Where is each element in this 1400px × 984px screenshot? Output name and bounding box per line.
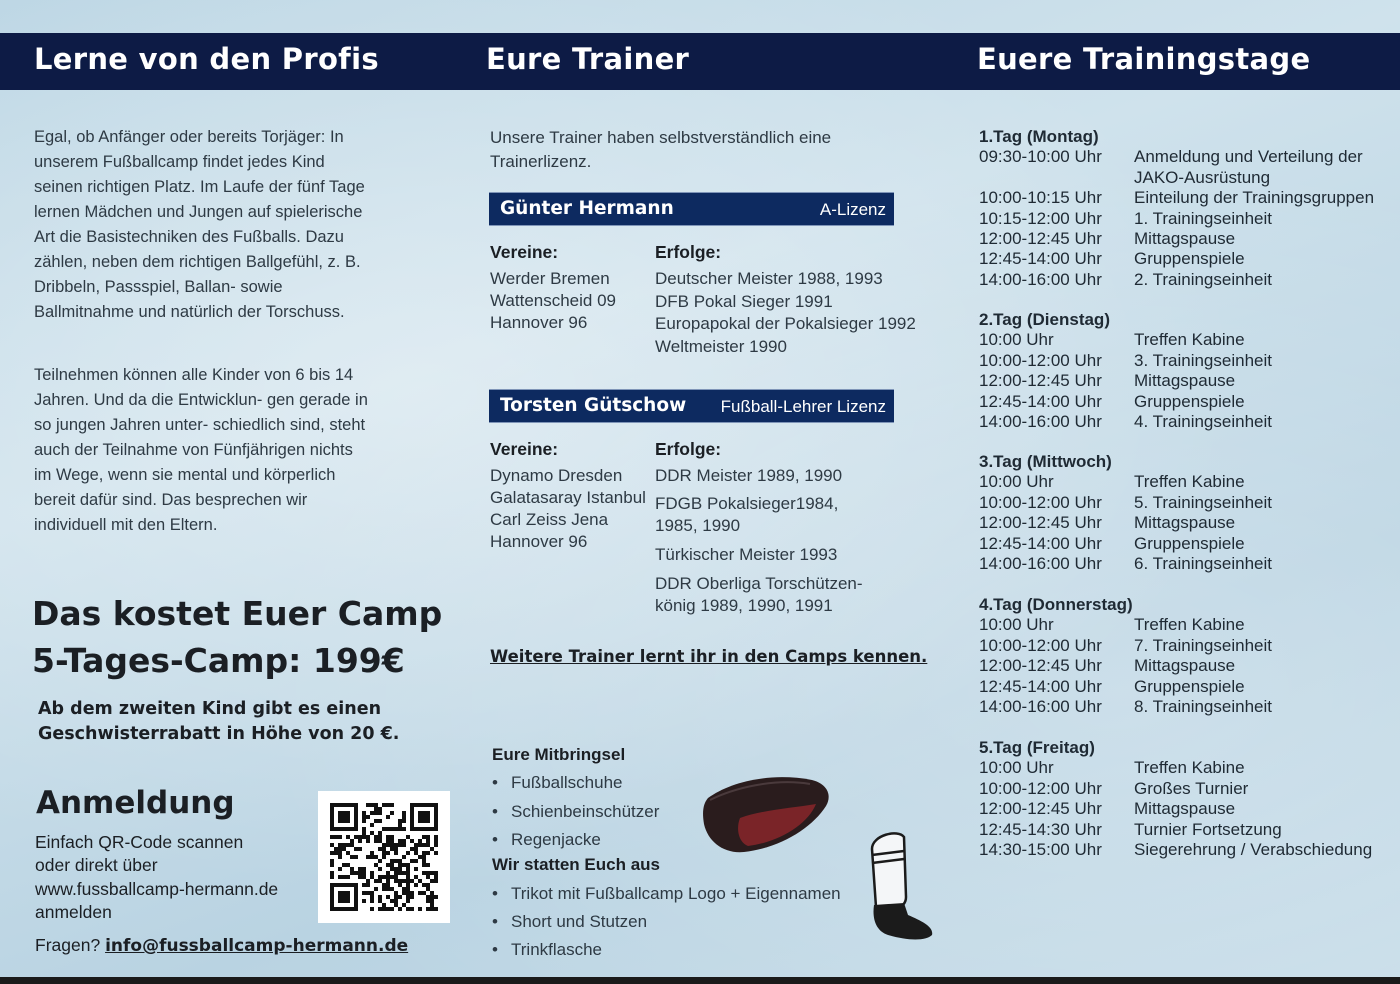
schedule-row bbox=[979, 371, 1395, 391]
schedule-row bbox=[979, 513, 1395, 533]
schedule-row bbox=[979, 677, 1395, 697]
day-title: 2.Tag (Dienstag) bbox=[979, 310, 1110, 329]
achievement-item: Europapokal der Pokalsieger 1992 bbox=[655, 314, 916, 334]
schedule-activity: Anmeldung und Verteilung der JAKO-Ausrüstung bbox=[1134, 147, 1363, 187]
schedule-activity: 1. Trainingseinheit bbox=[1134, 208, 1272, 228]
email-link[interactable]: info@fussballcamp-hermann.de bbox=[105, 936, 409, 956]
schedule-time: 14:00-16:00 Uhr bbox=[979, 554, 1102, 574]
achievements-list bbox=[655, 268, 916, 359]
registration-website-link[interactable]: www.fussballcamp-hermann.de bbox=[35, 878, 279, 899]
bring-item-label: Schienbeinschützer bbox=[511, 802, 660, 821]
clubs-label: Vereine: bbox=[490, 242, 559, 262]
club-item: Hannover 96 bbox=[490, 313, 588, 332]
schedule-activity: Treffen Kabine bbox=[1134, 615, 1245, 635]
schedule-row bbox=[979, 840, 1395, 860]
schedule-row bbox=[979, 493, 1395, 513]
achievement-item: DDR Oberliga Torschützen- bbox=[655, 574, 863, 593]
schedule-time: 12:45-14:00 Uhr bbox=[979, 391, 1102, 411]
trainer-license: Fußball-Lehrer Lizenz bbox=[720, 397, 886, 416]
questions-line bbox=[35, 935, 408, 956]
schedule-row bbox=[979, 472, 1395, 492]
schedule-activity: 2. Trainingseinheit bbox=[1134, 269, 1272, 289]
bring-item bbox=[492, 802, 659, 822]
schedule-row bbox=[979, 270, 1395, 290]
sock-boot-icon bbox=[862, 823, 938, 947]
bring-item-label: Regenjacke bbox=[511, 830, 601, 849]
schedule-activity: Mittagspause bbox=[1134, 371, 1236, 391]
registration-line: Einfach QR-Code scannen bbox=[35, 832, 244, 852]
club-item: Hannover 96 bbox=[490, 532, 588, 551]
day-title: 3.Tag (Mittwoch) bbox=[979, 452, 1112, 471]
schedule-row bbox=[979, 351, 1395, 371]
schedule-row bbox=[979, 779, 1395, 799]
schedule-time: 10:00-12:00 Uhr bbox=[979, 492, 1102, 512]
schedule-activity: Mittagspause bbox=[1134, 799, 1236, 819]
registration-text bbox=[35, 831, 325, 924]
schedule-row bbox=[979, 615, 1395, 635]
club-item: Galatasaray Istanbul bbox=[490, 488, 646, 507]
trainer-bar-guetschow bbox=[489, 389, 894, 423]
schedule-activity: Siegerehrung / Verabschiedung bbox=[1134, 840, 1373, 860]
qr-code[interactable] bbox=[318, 791, 450, 923]
questions-label: Fragen? bbox=[35, 935, 101, 955]
provide-item-label: Short und Stutzen bbox=[511, 912, 648, 931]
schedule-row bbox=[979, 412, 1395, 432]
schedule-time: 12:00-12:45 Uhr bbox=[979, 229, 1102, 249]
bring-item bbox=[492, 773, 623, 793]
schedule-activity: Treffen Kabine bbox=[1134, 330, 1245, 350]
schedule-time: 12:00-12:45 Uhr bbox=[979, 656, 1102, 676]
sibling-discount: Ab dem zweiten Kind gibt es einen Geschwisterrabatt in Höhe von 20 €. bbox=[38, 699, 400, 744]
day-block bbox=[979, 595, 1395, 717]
qr-code-graphic bbox=[330, 803, 438, 911]
provide-item bbox=[492, 940, 602, 960]
bring-heading: Eure Mitbringsel bbox=[492, 745, 626, 764]
success-label: Erfolge: bbox=[655, 242, 722, 262]
registration-line: anmelden bbox=[35, 901, 112, 922]
schedule-time: 10:00-12:00 Uhr bbox=[979, 635, 1102, 655]
schedule-time: 14:00-16:00 Uhr bbox=[979, 697, 1102, 717]
schedule-time: 12:45-14:00 Uhr bbox=[979, 249, 1102, 269]
schedule-time: 12:45-14:00 Uhr bbox=[979, 676, 1102, 696]
achievement-item: Deutscher Meister 1988, 1993 bbox=[655, 269, 883, 288]
schedule-row bbox=[979, 249, 1395, 269]
achievement-item: FDGB Pokalsieger1984, bbox=[655, 494, 839, 513]
schedule-time: 10:00 Uhr bbox=[979, 615, 1054, 635]
day-title: 1.Tag (Montag) bbox=[979, 127, 1099, 146]
schedule-activity: Mittagspause bbox=[1134, 656, 1236, 676]
schedule-activity: Gruppenspiele bbox=[1134, 391, 1245, 411]
schedule-activity: Gruppenspiele bbox=[1134, 249, 1245, 269]
schedule-time: 10:00 Uhr bbox=[979, 758, 1054, 778]
schedule-activity: 4. Trainingseinheit bbox=[1134, 412, 1272, 432]
intro-paragraph-1: Egal, ob Anfänger oder bereits Torjäger: In unserem Fußballcamp findet jedes Kind seinen richtigen Platz. Im Laufe der fünf Tage lernen Mädchen und Jungen auf spielerische Art die Basistechniken des Fußballs. Dazu zählen, neben dem richtigen Ballgefühl, z. B. Dribbeln, Passspiel, Ballan- sowie Ballmitnahme und natürlich der Torschuss. bbox=[34, 128, 365, 321]
bring-item-label: Fußballschuhe bbox=[511, 773, 623, 792]
achievement-item: Weltmeister 1990 bbox=[655, 337, 787, 357]
schedule-activity: Gruppenspiele bbox=[1134, 533, 1245, 553]
day-block bbox=[979, 452, 1395, 574]
success-label: Erfolge: bbox=[655, 439, 722, 459]
clubs-list bbox=[490, 268, 616, 334]
trainer-license: A-Lizenz bbox=[819, 200, 886, 219]
day-title: 4.Tag (Donnerstag) bbox=[979, 595, 1133, 614]
schedule-time: 12:45-14:00 Uhr bbox=[979, 533, 1102, 553]
trainer-name: Günter Hermann bbox=[500, 198, 674, 219]
schedule-row bbox=[979, 534, 1395, 554]
schedule-activity: Gruppenspiele bbox=[1134, 676, 1245, 696]
schedule-row bbox=[979, 554, 1395, 574]
schedule-time: 10:00-12:00 Uhr bbox=[979, 350, 1102, 370]
schedule-time: 10:00-12:00 Uhr bbox=[979, 778, 1102, 798]
clubs-label: Vereine: bbox=[490, 439, 559, 459]
schedule-time: 10:00 Uhr bbox=[979, 330, 1054, 350]
header-trainers: Eure Trainer bbox=[486, 42, 690, 76]
schedule-time: 10:15-12:00 Uhr bbox=[979, 208, 1102, 228]
achievement-item: 1985, 1990 bbox=[655, 516, 741, 535]
schedule-row bbox=[979, 758, 1395, 778]
schedule-time: 09:30-10:00 Uhr bbox=[979, 147, 1102, 167]
schedule-time: 12:00-12:45 Uhr bbox=[979, 513, 1102, 533]
schedule-activity: Mittagspause bbox=[1134, 513, 1236, 533]
schedule-activity: 7. Trainingseinheit bbox=[1134, 635, 1272, 655]
registration-line: oder direkt über bbox=[35, 855, 158, 876]
club-item: Wattenscheid 09 bbox=[490, 291, 616, 310]
header-training-days: Euere Trainingstage bbox=[977, 42, 1311, 76]
football-boot-icon bbox=[700, 770, 835, 855]
schedule-activity: 5. Trainingseinheit bbox=[1134, 492, 1272, 512]
schedule-activity: Treffen Kabine bbox=[1134, 758, 1245, 778]
trainers-intro: Unsere Trainer haben selbstverständlich eine Trainerlizenz. bbox=[490, 128, 832, 171]
day-block bbox=[979, 127, 1395, 290]
schedule-row bbox=[979, 188, 1395, 208]
day-block bbox=[979, 738, 1395, 860]
top-strip bbox=[0, 0, 1400, 33]
schedule-time: 12:00-12:45 Uhr bbox=[979, 371, 1102, 391]
schedule-row bbox=[979, 392, 1395, 412]
schedule-row bbox=[979, 147, 1395, 188]
provide-item-label: Trinkflasche bbox=[511, 940, 603, 959]
schedule-row bbox=[979, 229, 1395, 249]
trainer-name: Torsten Gütschow bbox=[500, 395, 687, 416]
schedule-time: 12:45-14:30 Uhr bbox=[979, 819, 1102, 839]
schedule-row bbox=[979, 697, 1395, 717]
achievement-item: DFB Pokal Sieger 1991 bbox=[655, 291, 833, 311]
schedule-time: 10:00 Uhr bbox=[979, 472, 1054, 492]
schedule-row bbox=[979, 636, 1395, 656]
schedule-activity: Turnier Fortsetzung bbox=[1134, 819, 1282, 839]
price-heading: Das kostet Euer Camp bbox=[32, 594, 443, 633]
provide-item-label: Trikot mit Fußballcamp Logo + Eigennamen bbox=[511, 884, 841, 903]
achievement-item: Türkischer Meister 1993 bbox=[655, 545, 838, 564]
header-learn-from-pros: Lerne von den Profis bbox=[34, 42, 379, 76]
price-camp: 5-Tages-Camp: 199€ bbox=[32, 641, 405, 680]
schedule-activity: 8. Trainingseinheit bbox=[1134, 697, 1272, 717]
schedule-row bbox=[979, 209, 1395, 229]
schedule-time: 12:00-12:45 Uhr bbox=[979, 799, 1102, 819]
achievement-item: DDR Meister 1989, 1990 bbox=[655, 466, 843, 485]
schedule-time: 14:00-16:00 Uhr bbox=[979, 269, 1102, 289]
bottom-bar bbox=[0, 977, 1400, 984]
schedule-activity: Großes Turnier bbox=[1134, 778, 1249, 798]
schedule-time: 14:30-15:00 Uhr bbox=[979, 840, 1102, 860]
schedule-row bbox=[979, 799, 1395, 819]
provide-item bbox=[492, 884, 841, 904]
provide-heading: Wir statten Euch aus bbox=[492, 855, 660, 874]
schedule-time: 10:00-10:15 Uhr bbox=[979, 188, 1102, 208]
schedule-row bbox=[979, 656, 1395, 676]
club-item: Dynamo Dresden bbox=[490, 466, 623, 485]
schedule-time: 14:00-16:00 Uhr bbox=[979, 412, 1102, 432]
registration-heading: Anmeldung bbox=[36, 785, 235, 821]
trainer-bar-hermann bbox=[489, 192, 894, 226]
achievement-item: könig 1989, 1990, 1991 bbox=[655, 596, 833, 615]
schedule-activity: 3. Trainingseinheit bbox=[1134, 350, 1272, 370]
provide-item bbox=[492, 912, 647, 932]
clubs-list bbox=[490, 465, 646, 553]
day-block bbox=[979, 310, 1395, 432]
schedule-activity: Treffen Kabine bbox=[1134, 472, 1245, 492]
bring-item bbox=[492, 830, 601, 850]
intro-paragraph-2: Teilnehmen können alle Kinder von 6 bis 14 Jahren. Und da die Entwicklun- gen gerade in so jungen Jahren unter- schiedlich sind, steht auch der Teilnahme von Fünfjährigen nichts im Wege, wenn sie mental und körperlich bereit dafür sind. Das besprechen wir individuell mit den Eltern. bbox=[34, 366, 368, 534]
more-trainers-link[interactable]: Weitere Trainer lernt ihr in den Camps kennen. bbox=[490, 647, 928, 666]
schedule-row bbox=[979, 330, 1395, 350]
club-item: Werder Bremen bbox=[490, 269, 610, 288]
schedule-activity: Einteilung der Trainingsgruppen bbox=[1134, 188, 1375, 208]
schedule-row bbox=[979, 820, 1395, 840]
schedule-activity: Mittagspause bbox=[1134, 229, 1236, 249]
day-title: 5.Tag (Freitag) bbox=[979, 738, 1095, 757]
schedule-activity: 6. Trainingseinheit bbox=[1134, 554, 1272, 574]
club-item: Carl Zeiss Jena bbox=[490, 510, 609, 529]
